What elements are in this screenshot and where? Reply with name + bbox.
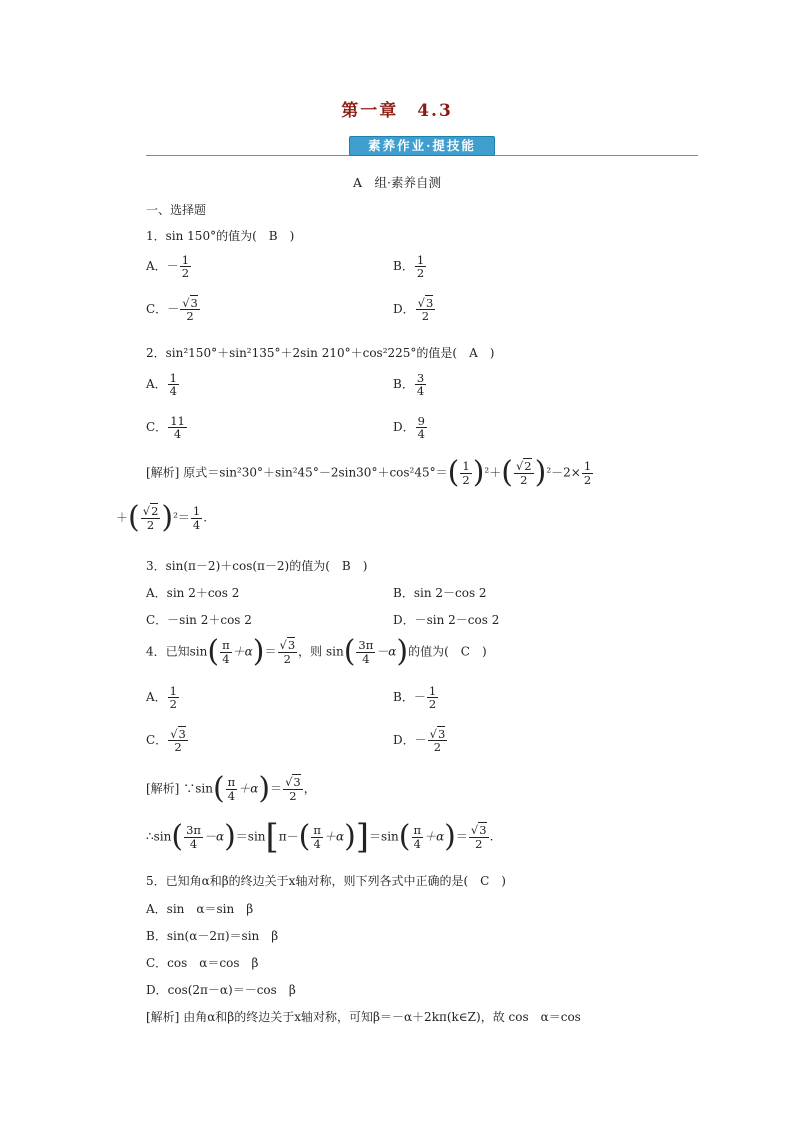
analysis-label: [解析] bbox=[146, 781, 180, 796]
question-5-analysis: [解析] 由角α和β的终边关于x轴对称，可知β＝－α＋2kπ(k∈Z)，故 cos α＝cos bbox=[146, 1010, 581, 1024]
question-2-option-a: A． $\frac{1}{4}$ bbox=[146, 371, 177, 399]
question-2-option-c: C． $\frac{11}{4}$ bbox=[146, 414, 185, 442]
question-2-analysis: [解析] 原式＝sin²30°＋sin²45°－2sin30°＋cos²45°＝( $\frac{1}{2}$ )²＋( $\frac{√2}{2}$ )²－2× $\frac{1}{2}$ bbox=[146, 455, 592, 490]
question-3-option-c: C．－sin 2＋cos 2 bbox=[146, 613, 252, 627]
question-4-option-a: A． $\frac{1}{2}$ bbox=[146, 684, 177, 712]
question-2-analysis-line-2: ＋( $\frac{√2}{2}$ )²＝ $\frac{1}{4}$ . bbox=[116, 500, 208, 535]
question-4-option-d: D．－ $\frac{√3}{2}$ bbox=[393, 727, 446, 755]
analysis-label: [解析] bbox=[146, 1010, 180, 1024]
question-2-option-b: B． $\frac{3}{4}$ bbox=[393, 371, 425, 399]
question-4-option-b: B．－ $\frac{1}{2}$ bbox=[393, 684, 437, 712]
question-4-option-c: C． $\frac{√3}{2}$ bbox=[146, 727, 186, 755]
question-5-option-d: D．cos(2π－α)＝－cos β bbox=[146, 983, 296, 997]
question-5-option-c: C．cos α＝cos β bbox=[146, 956, 259, 970]
question-3-option-a: A．sin 2＋cos 2 bbox=[146, 586, 240, 600]
section-title: 一、选择题 bbox=[146, 203, 207, 217]
question-2-option-d: D． $\frac{9}{4}$ bbox=[393, 414, 425, 442]
question-4-stem: 4．已知sin( $\frac{\pi}{4}$ ＋α)＝ $\frac{√3}{2}$ ，则 sin( $\frac{3\pi}{4}$ －α)的值为( C ) bbox=[146, 634, 487, 669]
question-1-option-d: D． $\frac{√3}{2}$ bbox=[393, 296, 434, 324]
question-5-option-a: A．sin α＝sin β bbox=[146, 902, 254, 916]
question-1-option-b: B． $\frac{1}{2}$ bbox=[393, 253, 425, 281]
group-title: A 组·素养自测 bbox=[352, 175, 441, 190]
question-5-stem: 5．已知角α和β的终边关于x轴对称，则下列各式中正确的是( C ) bbox=[146, 874, 506, 888]
question-3-stem: 3．sin(π－2)＋cos(π－2)的值为( B ) bbox=[146, 559, 368, 573]
page-title: 第一章 4.3 bbox=[341, 101, 453, 121]
question-1-stem: 1．sin 150°的值为( B ) bbox=[146, 229, 295, 243]
question-3-option-b: B．sin 2－cos 2 bbox=[393, 586, 487, 600]
question-4-analysis: [解析] ∵sin( $\frac{\pi}{4}$ ＋α)＝ $\frac{√3}{2}$ ， bbox=[146, 771, 316, 806]
question-3-option-d: D．－sin 2－cos 2 bbox=[393, 613, 500, 627]
question-1-option-a: A．－ $\frac{1}{2}$ bbox=[146, 253, 190, 281]
question-5-option-b: B．sin(α－2π)＝sin β bbox=[146, 929, 279, 943]
question-4-analysis-line-2: ∴sin( $\frac{3\pi}{4}$ －α)＝sin[π－( $\frac{\pi}{4}$ ＋α)]＝sin( $\frac{\pi}{4}$ ＋α)＝ $\frac{√3}{2}$ . bbox=[146, 817, 494, 857]
analysis-label: [解析] bbox=[146, 465, 180, 480]
section-banner: 素养作业·提技能 bbox=[349, 136, 495, 156]
question-2-stem: 2．sin²150°＋sin²135°＋2sin 210°＋cos²225°的值是( A ) bbox=[146, 346, 495, 360]
question-1-option-c: C．－ $\frac{√3}{2}$ bbox=[146, 296, 198, 324]
